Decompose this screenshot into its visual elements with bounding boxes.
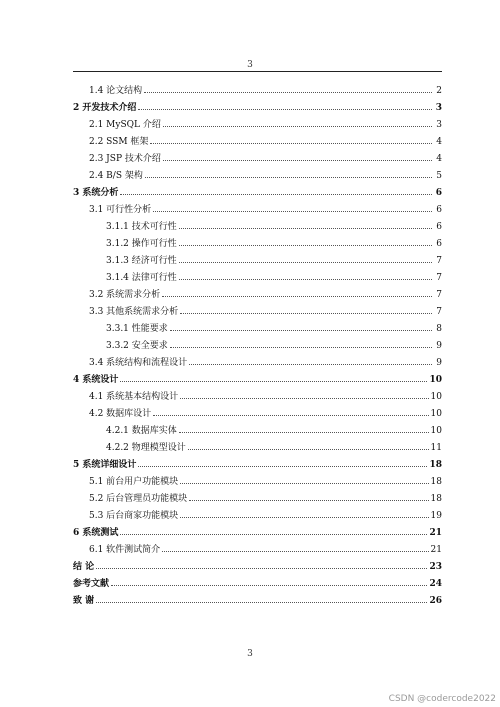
toc-entry-title: 致 谢 (73, 596, 95, 606)
toc-leader-dots (120, 373, 427, 382)
toc-entry-title: 2.2 SSM 框架 (89, 137, 149, 147)
toc-leader-dots (163, 118, 432, 127)
toc-entry-title: 2.1 MySQL 介绍 (89, 120, 161, 130)
toc-entry-page: 26 (429, 596, 442, 606)
toc-entry-page: 19 (430, 511, 442, 521)
toc-entry-page: 7 (436, 290, 442, 300)
toc-entry[interactable] (73, 287, 442, 304)
toc-entry-title: 4 系统设计 (73, 375, 119, 385)
toc-entry[interactable] (73, 338, 442, 355)
toc-leader-dots (111, 577, 427, 586)
toc-entry[interactable] (73, 253, 442, 270)
toc-entry-title: 参考文献 (73, 579, 110, 589)
toc-entry[interactable] (73, 593, 442, 610)
toc-leader-dots (150, 135, 432, 144)
toc-entry-page: 10 (429, 375, 442, 385)
toc-entry[interactable] (73, 134, 442, 151)
toc-leader-dots (144, 84, 432, 93)
toc-leader-dots (96, 594, 427, 603)
toc-leader-dots (179, 271, 432, 280)
toc-leader-dots (180, 475, 428, 484)
toc-leader-dots (179, 220, 432, 229)
toc-entry[interactable] (73, 525, 442, 542)
toc-entry-title: 4.2.2 物理模型设计 (106, 443, 186, 453)
toc-entry[interactable] (73, 423, 442, 440)
toc-entry-page: 21 (429, 528, 442, 538)
toc-entry-title: 结 论 (73, 562, 95, 572)
toc-entry-title: 3.1.2 操作可行性 (106, 239, 177, 249)
toc-entry-title: 4.1 系统基本结构设计 (89, 392, 179, 402)
toc-entry[interactable] (73, 406, 442, 423)
toc-leader-dots (153, 203, 432, 212)
toc-leader-dots (96, 560, 427, 569)
toc-leader-dots (120, 186, 432, 195)
toc-entry[interactable] (73, 83, 442, 100)
toc-entry-title: 3.1.1 技术可行性 (106, 222, 177, 232)
watermark: CSDN @codercode2022 (388, 694, 496, 704)
toc-leader-dots (188, 441, 429, 450)
toc-entry-page: 24 (429, 579, 442, 589)
toc-entry-page: 6 (436, 239, 442, 249)
toc-entry-title: 3.4 系统结构和流程设计 (89, 358, 188, 368)
toc-leader-dots (138, 101, 432, 110)
toc-entry-title: 6.1 软件测试简介 (89, 545, 161, 555)
toc-entry-page: 7 (436, 256, 442, 266)
toc-leader-dots (138, 458, 427, 467)
toc-leader-dots (179, 424, 429, 433)
toc-entry[interactable] (73, 508, 442, 525)
toc-entry-page: 4 (436, 154, 442, 164)
toc-entry-title: 3 系统分析 (73, 188, 119, 198)
toc-entry-title: 5.1 前台用户功能模块 (89, 477, 179, 487)
toc-entry[interactable] (73, 185, 442, 202)
toc-entry-title: 3.3 其他系统需求分析 (89, 307, 179, 317)
toc-leader-dots (179, 237, 432, 246)
toc-entry-page: 6 (436, 222, 442, 232)
toc-entry[interactable] (73, 372, 442, 389)
toc-entry-title: 6 系统测试 (73, 528, 119, 538)
toc-entry[interactable] (73, 474, 442, 491)
toc-entry[interactable] (73, 219, 442, 236)
toc-entry[interactable] (73, 202, 442, 219)
toc-entry-page: 3 (436, 120, 442, 130)
toc-entry[interactable] (73, 559, 442, 576)
toc-entry-page: 21 (430, 545, 442, 555)
toc-entry-title: 3.1.3 经济可行性 (106, 256, 177, 266)
toc-entry-page: 10 (430, 426, 442, 436)
footer-page-number: 3 (247, 649, 253, 659)
toc-entry-title: 1.4 论文结构 (89, 86, 143, 96)
table-of-contents (73, 83, 442, 610)
toc-leader-dots (180, 305, 432, 314)
toc-entry-page: 18 (430, 494, 442, 504)
toc-entry-page: 9 (436, 341, 442, 351)
toc-entry[interactable] (73, 151, 442, 168)
toc-entry[interactable] (73, 457, 442, 474)
toc-entry-page: 6 (435, 188, 442, 198)
toc-entry[interactable] (73, 236, 442, 253)
toc-entry[interactable] (73, 491, 442, 508)
toc-entry-title: 3.2 系统需求分析 (89, 290, 161, 300)
toc-entry-page: 10 (430, 392, 442, 402)
toc-entry-title: 5.3 后台商家功能模块 (89, 511, 179, 521)
toc-entry-title: 4.2.1 数据库实体 (106, 426, 177, 436)
toc-entry-title: 3.1.4 法律可行性 (106, 273, 177, 283)
toc-entry-title: 5.2 后台管理员功能模块 (89, 494, 188, 504)
toc-entry[interactable] (73, 100, 442, 117)
toc-entry-page: 7 (436, 273, 442, 283)
toc-leader-dots (189, 492, 428, 501)
toc-entry[interactable] (73, 117, 442, 134)
toc-entry-title: 3.3.1 性能要求 (106, 324, 168, 334)
toc-entry-page: 8 (436, 324, 442, 334)
toc-entry-page: 3 (435, 103, 442, 113)
toc-entry[interactable] (73, 576, 442, 593)
toc-entry-page: 4 (436, 137, 442, 147)
toc-entry-title: 5 系统详细设计 (73, 460, 137, 470)
toc-leader-dots (153, 407, 428, 416)
header-page-number: 3 (247, 60, 253, 70)
toc-leader-dots (120, 526, 427, 535)
toc-leader-dots (170, 322, 432, 331)
toc-entry[interactable] (73, 321, 442, 338)
toc-entry-page: 5 (436, 171, 442, 181)
toc-entry[interactable] (73, 389, 442, 406)
toc-entry-title: 2 开发技术介绍 (73, 103, 137, 113)
toc-entry-page: 10 (430, 409, 442, 419)
toc-entry-title: 3.1 可行性分析 (89, 205, 152, 215)
toc-leader-dots (189, 356, 432, 365)
toc-entry-title: 3.3.2 安全要求 (106, 341, 168, 351)
toc-leader-dots (162, 543, 428, 552)
toc-entry-page: 7 (436, 307, 442, 317)
toc-entry-page: 2 (436, 86, 442, 96)
toc-leader-dots (162, 288, 432, 297)
toc-entry[interactable] (73, 168, 442, 185)
toc-entry[interactable] (73, 355, 442, 372)
toc-entry-title: 2.4 B/S 架构 (89, 171, 143, 181)
toc-leader-dots (163, 152, 432, 161)
toc-entry-page: 18 (429, 460, 442, 470)
toc-leader-dots (179, 254, 432, 263)
toc-entry-page: 23 (429, 562, 442, 572)
toc-entry[interactable] (73, 440, 442, 457)
toc-entry-title: 2.3 JSP 技术介绍 (89, 154, 161, 164)
header-rule (73, 71, 442, 72)
toc-entry-title: 4.2 数据库设计 (89, 409, 152, 419)
toc-entry-page: 18 (430, 477, 442, 487)
toc-entry-page: 11 (430, 443, 442, 453)
toc-leader-dots (180, 390, 428, 399)
toc-entry-page: 6 (436, 205, 442, 215)
toc-leader-dots (145, 169, 432, 178)
toc-entry[interactable] (73, 270, 442, 287)
toc-entry-page: 9 (436, 358, 442, 368)
toc-leader-dots (170, 339, 432, 348)
toc-entry[interactable] (73, 304, 442, 321)
toc-entry[interactable] (73, 542, 442, 559)
toc-leader-dots (180, 509, 428, 518)
